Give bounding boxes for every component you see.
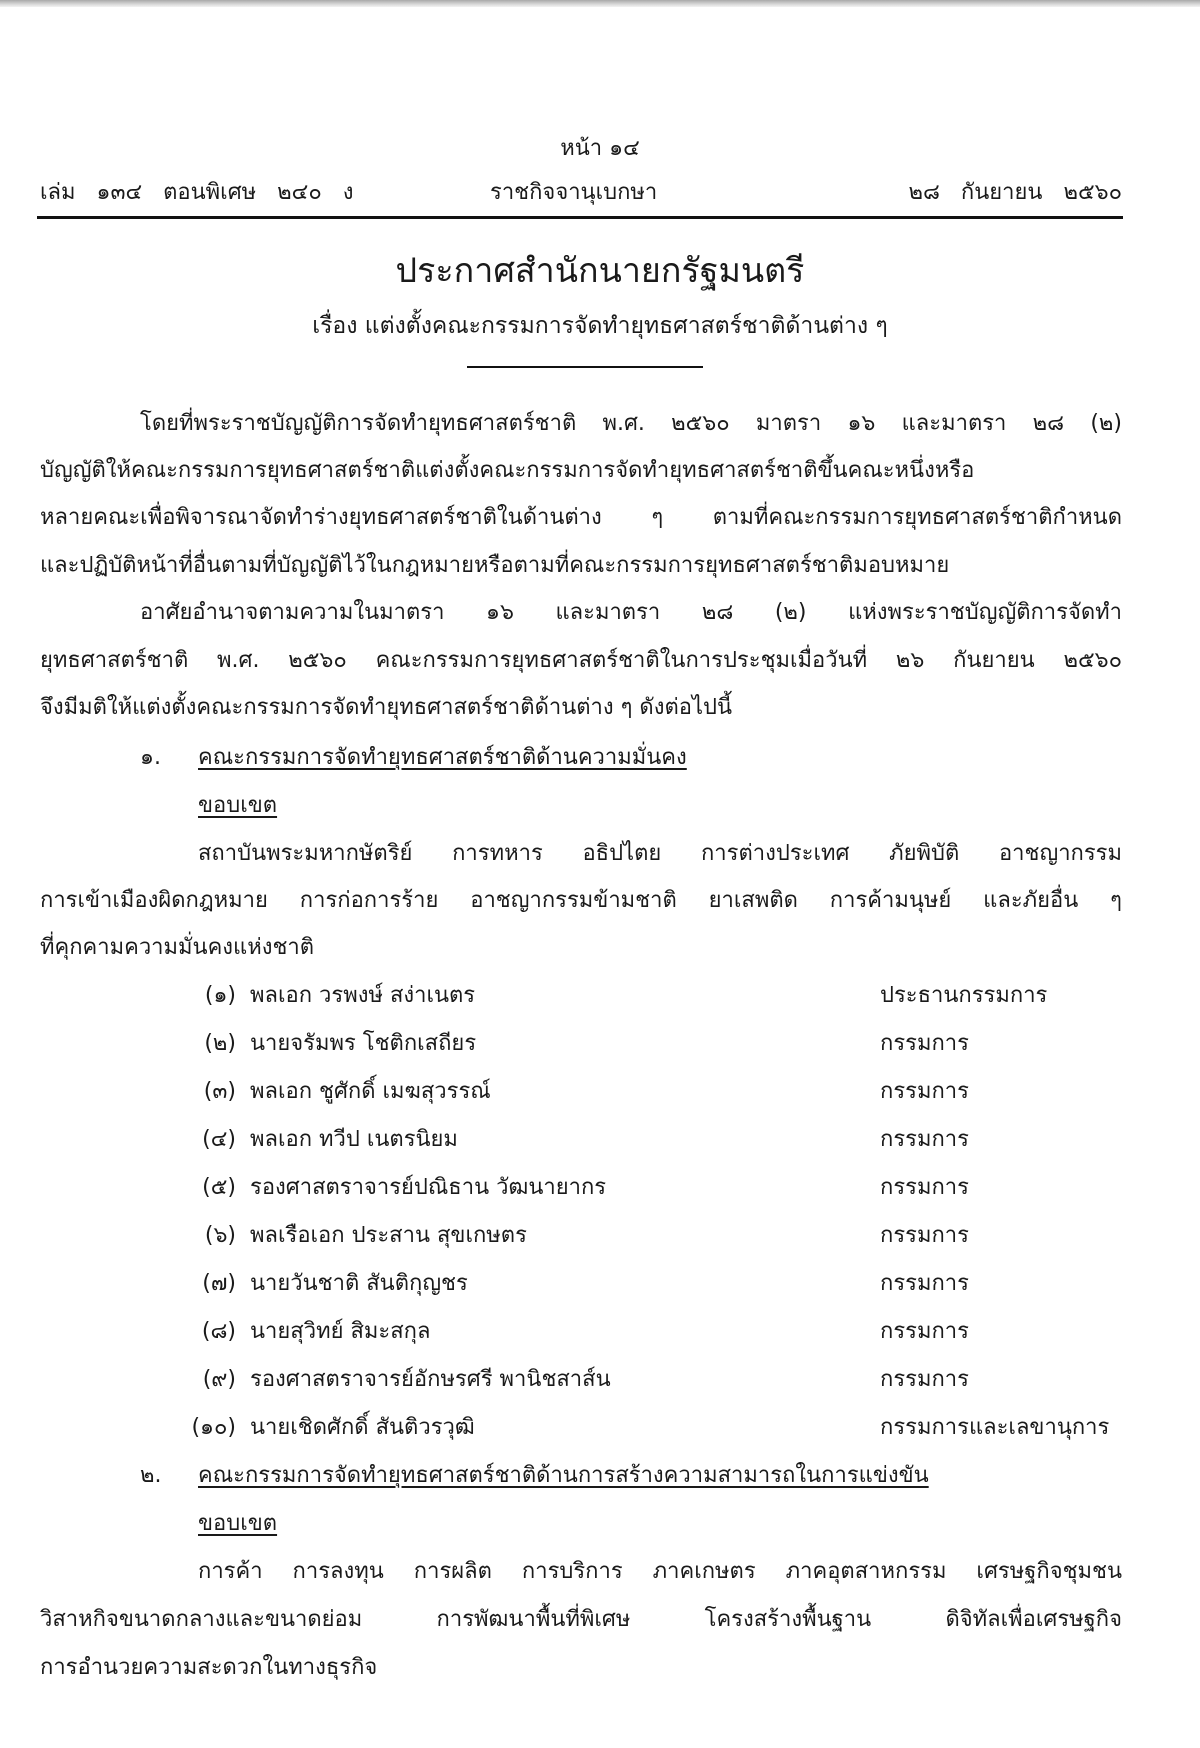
member-number: (๔) — [202, 1127, 236, 1152]
member-name: พลเรือเอก ประสาน สุขเกษตร — [250, 1223, 527, 1248]
title-divider — [467, 366, 703, 368]
scope-label: ขอบเขต — [198, 793, 278, 818]
preamble-p1-line: และปฏิบัติหน้าที่อื่นตามที่บัญญัติไว้ในกฎหมายหรือตามที่คณะกรรมการยุทธศาสตร์ชาติมอบหมาย — [40, 553, 950, 578]
scope-line: การเข้าเมืองผิดกฎหมาย การก่อการร้าย อาชญากรรมข้ามชาติ ยาเสพติด การค้ามนุษย์ และภัยอื่น ๆ — [40, 888, 1122, 913]
top-edge-shadow — [0, 0, 1200, 7]
section-number: ๒. — [140, 1463, 162, 1488]
member-name: นายวันชาติ สันติกุญชร — [250, 1271, 468, 1296]
scope-line: การอำนวยความสะดวกในทางธุรกิจ — [40, 1655, 378, 1680]
preamble-p1-line: หลายคณะเพื่อพิจารณาจัดทำร่างยุทธศาสตร์ชาติในด้านต่าง ๆ ตามที่คณะกรรมการยุทธศาสตร์ชาติกำหนด — [40, 505, 1122, 530]
section-heading: คณะกรรมการจัดทำยุทธศาสตร์ชาติด้านการสร้างความสามารถในการแข่งขัน — [198, 1463, 929, 1488]
scope-label: ขอบเขต — [198, 1511, 278, 1536]
member-name: รองศาสตราจารย์ปณิธาน วัฒนายากร — [250, 1175, 607, 1200]
member-number: (๙) — [202, 1367, 236, 1392]
member-number: (๕) — [202, 1175, 236, 1200]
member-number: (๖) — [204, 1223, 236, 1248]
member-role: กรรมการ — [880, 1367, 969, 1392]
document-subtitle: เรื่อง แต่งตั้งคณะกรรมการจัดทำยุทธศาสตร์ชาติด้านต่าง ๆ — [312, 313, 888, 339]
scope-line: วิสาหกิจขนาดกลางและขนาดย่อม การพัฒนาพื้นที่พิเศษ โครงสร้างพื้นฐาน ดิจิทัลเพื่อเศรษฐกิจ — [40, 1607, 1122, 1632]
scope-line: การค้า การลงทุน การผลิต การบริการ ภาคเกษตร ภาคอุตสาหกรรม เศรษฐกิจชุมชน — [198, 1559, 1122, 1584]
publication-name: ราชกิจจานุเบกษา — [490, 180, 658, 205]
member-number: (๒) — [204, 1031, 236, 1056]
section-number: ๑. — [140, 745, 161, 770]
publication-date: ๒๘ กันยายน ๒๕๖๐ — [908, 180, 1122, 205]
member-role: กรรมการ — [880, 1079, 969, 1104]
scope-line: ที่คุกคามความมั่นคงแห่งชาติ — [40, 935, 315, 960]
document-title: ประกาศสำนักนายกรัฐมนตรี — [395, 251, 805, 291]
preamble-p2-line: ยุทธศาสตร์ชาติ พ.ศ. ๒๕๖๐ คณะกรรมการยุทธศาสตร์ชาติในการประชุมเมื่อวันที่ ๒๖ กันยายน ๒๕๖๐ — [40, 648, 1122, 673]
preamble-p1-line: บัญญัติให้คณะกรรมการยุทธศาสตร์ชาติแต่งตั้งคณะกรรมการจัดทำยุทธศาสตร์ชาติขึ้นคณะหนึ่งหรือ — [40, 458, 975, 483]
header-rule — [37, 216, 1123, 219]
member-number: (๓) — [203, 1079, 236, 1104]
scope-line: สถาบันพระมหากษัตริย์ การทหาร อธิปไตย การต่างประเทศ ภัยพิบัติ อาชญากรรม — [198, 841, 1122, 866]
member-name: นายจรัมพร โชติกเสถียร — [250, 1031, 477, 1056]
page-number: หน้า ๑๔ — [560, 136, 640, 161]
member-number: (๑๐) — [191, 1415, 236, 1440]
volume-issue: เล่ม ๑๓๔ ตอนพิเศษ ๒๔๐ ง — [40, 180, 354, 205]
member-role: ประธานกรรมการ — [880, 983, 1048, 1008]
member-role: กรรมการ — [880, 1175, 969, 1200]
member-name: พลเอก ชูศักดิ์ เมฆสุวรรณ์ — [250, 1079, 491, 1104]
member-name: นายสุวิทย์ สิมะสกุล — [250, 1319, 431, 1344]
preamble-p2-line: อาศัยอำนาจตามความในมาตรา ๑๖ และมาตรา ๒๘ (๒) แห่งพระราชบัญญัติการจัดทำ — [140, 600, 1122, 625]
section-heading: คณะกรรมการจัดทำยุทธศาสตร์ชาติด้านความมั่นคง — [198, 745, 687, 770]
member-role: กรรมการ — [880, 1127, 969, 1152]
preamble-p2-line: จึงมีมติให้แต่งตั้งคณะกรรมการจัดทำยุทธศาสตร์ชาติด้านต่าง ๆ ดังต่อไปนี้ — [40, 695, 733, 720]
member-number: (๑) — [204, 983, 236, 1008]
member-name: นายเชิดศักดิ์ สันติวรวุฒิ — [250, 1415, 475, 1440]
member-name: พลเอก วรพงษ์ สง่าเนตร — [250, 983, 476, 1008]
member-name: พลเอก ทวีป เนตรนิยม — [250, 1127, 458, 1152]
member-role: กรรมการ — [880, 1319, 969, 1344]
member-number: (๘) — [201, 1319, 236, 1344]
member-name: รองศาสตราจารย์อักษรศรี พานิชสาส์น — [250, 1367, 611, 1392]
member-role: กรรมการ — [880, 1031, 969, 1056]
member-number: (๗) — [202, 1271, 236, 1296]
member-role: กรรมการและเลขานุการ — [880, 1415, 1110, 1440]
member-role: กรรมการ — [880, 1271, 969, 1296]
member-role: กรรมการ — [880, 1223, 969, 1248]
preamble-p1-line: โดยที่พระราชบัญญัติการจัดทำยุทธศาสตร์ชาติ พ.ศ. ๒๕๖๐ มาตรา ๑๖ และมาตรา ๒๘ (๒) — [140, 411, 1122, 436]
